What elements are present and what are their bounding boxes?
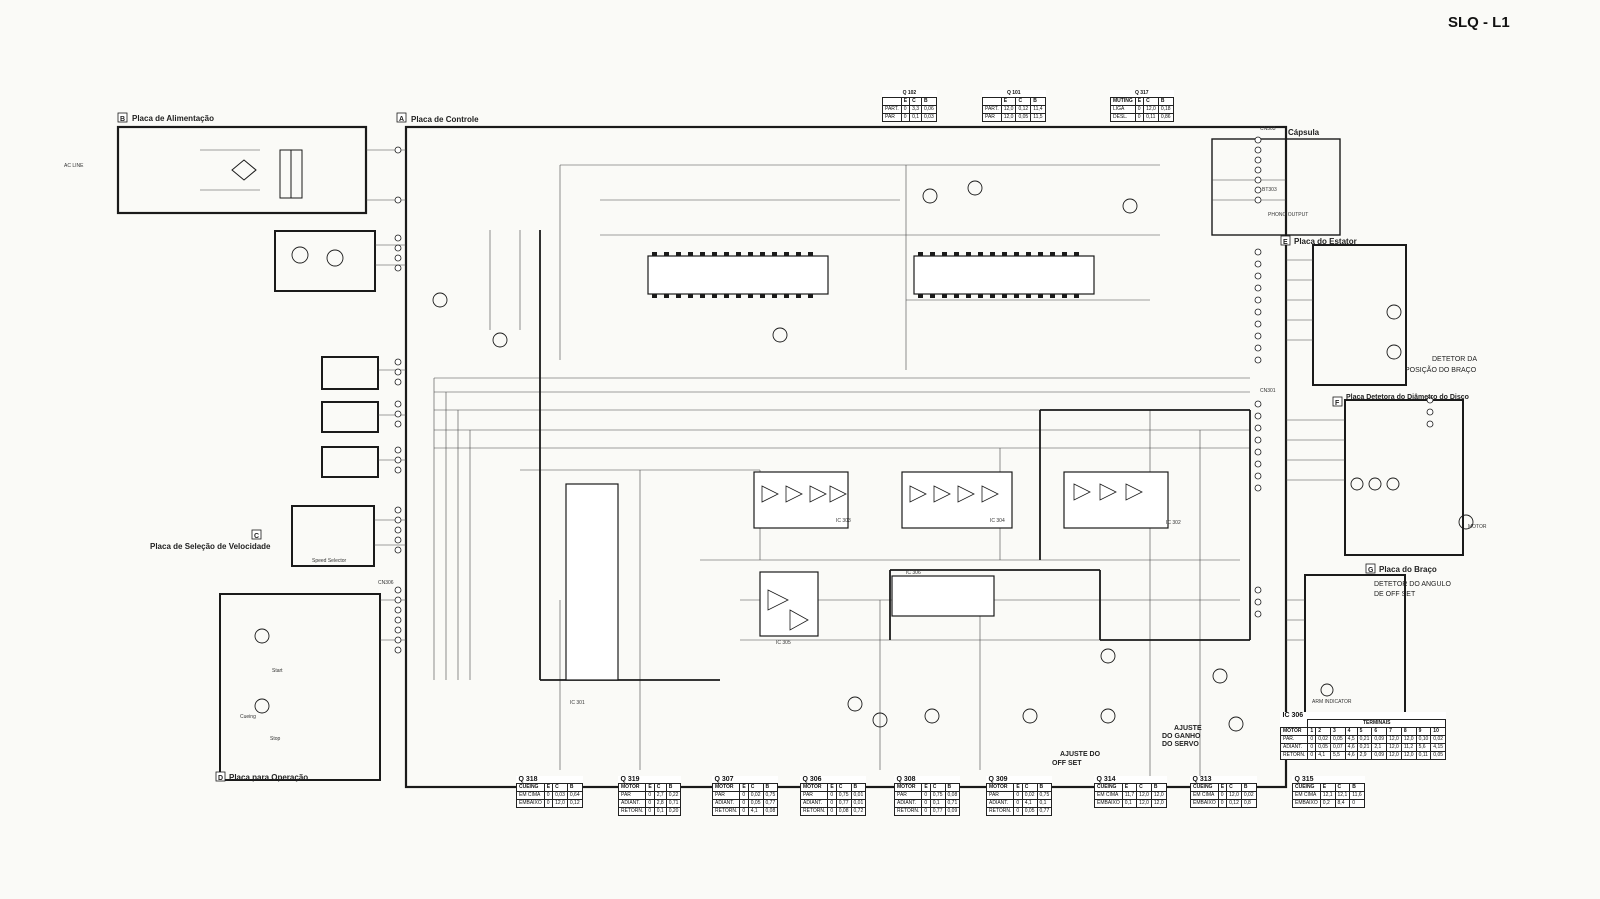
table-ic306: IC 306 TERMINAIS MOTOR 1 2 3 4 5 6 7 8 9 10 PAR. 0 0,02 0,05 4,5 0,21 0,09 12,0 12,0 0,10 0,02 ADIANT. 0 0,05 0,07 4,6 0,21 2,1 12,0 11,2 5,6 4,15 RETORN. 0 4,1 5,5 4,6 2,9 0,09 12,0 12,0 0,11 0,05 [1280,712,1446,760]
table-q307: Q 307 MOTOR E C B PAR 0 0,02 0,75 ADIANT. 0 0,05 0,77 RETORN. 0 4,1 0,08 [712,776,778,816]
board-e-name: Placa do Estator [1294,237,1357,246]
board-f-outline [1345,400,1463,555]
cueing-label: Cueing [240,714,256,720]
speed-selector-label: Speed Selector [312,558,347,564]
ic-101 [648,256,828,294]
arm-indicator-label: ARM INDICATOR [1312,699,1352,705]
start-label: Start [272,668,283,674]
bt302-board [322,402,378,432]
table-q306: Q 306 MOTOR E C B PAR 0 0,75 0,01 ADIANT. 0 0,77 0,01 RETORN. 0 0,08 0,72 [800,776,866,816]
cn301-label: CN301 [1260,388,1276,394]
board-e-outline [1313,245,1406,385]
ic-302 [1064,472,1168,528]
phono-output-label: PHONO OUTPUT [1268,212,1309,218]
board-b-outline [118,127,366,213]
board-d-name: Placa para Operação [229,773,309,782]
document-id: SLQ - L1 [1448,14,1510,31]
table-q308: Q 308 MOTOR E C B PAR 0 0,75 0,08 ADIANT. 0 0,1 0,71 RETORN. 0 0,77 0,09 [894,776,960,816]
ic303-label: IC 303 [836,518,851,524]
cn306-label: CN306 [378,580,394,586]
board-a-outline [406,127,1286,787]
q3-q5-board [275,231,375,291]
board-a-letter: A [399,116,405,123]
stop-label: Stop [270,736,281,742]
board-a-name: Placa de Controle [411,115,479,124]
table-q102: Q 102 E C B PART. 0 3,3 0,06 PAR 0 0,1 0,03 [882,90,937,122]
ic305-label: IC 305 [776,640,791,646]
table-q319: Q 319 MOTOR E C B PAR 0 2,7 0,22 ADIANT. 0 2,8 0,71 RETORN. 0 0,1 0,20 [618,776,681,816]
ac-line-label: AC LINE [64,163,84,169]
board-d-letter: D [218,775,224,782]
table-q309: Q 309 MOTOR E C B PAR 0 0,02 0,75 ADIANT. 0 4,1 0,1 RETORN. 0 0,05 0,77 [986,776,1052,816]
capsula-label: Cápsula [1288,128,1320,137]
board-f-letter: F [1335,400,1340,407]
ic301-label: IC 301 [570,700,585,706]
table-q313: Q 313 CUEING E C B EM CIMA 0 12,0 0,02 EMBAIXO 0 0,12 0,8 [1190,776,1257,808]
detetor-braco-line1: DETETOR DA [1432,356,1477,363]
ic-102 [914,256,1094,294]
board-g-name: Placa do Braço [1379,565,1437,574]
ajuste-ganho-line3: DO SERVO [1162,741,1199,748]
bt301-board [322,357,378,389]
ajuste-offset-line2: OFF SET [1052,760,1082,767]
board-b-letter: B [120,116,126,123]
detetor-braco-line2: POSIÇÃO DO BRAÇO [1405,367,1477,374]
detetor-angulo-line2: DE OFF SET [1374,591,1416,598]
ic302-label: IC 302 [1166,520,1181,526]
board-c-outline [292,506,374,566]
bt303-board [322,447,378,477]
board-c-name: Placa de Seleção de Velocidade [150,542,271,551]
bt303-label: BT303 [1262,187,1277,193]
board-f-name: Placa Detetora do Diâmetro do Disco [1346,394,1469,401]
table-q314: Q 314 CUEING E C B EM CIMA 11,7 12,0 12,0 EMBAIXO 0,1 12,0 12,0 [1094,776,1167,808]
board-d-outline [220,594,380,780]
ajuste-ganho-line1: AJUSTE [1174,725,1202,732]
table-q101: Q 101 E C B PART. 12,0 0,12 11,4 PAR 12,0 0,05 11,5 [982,90,1046,122]
board-g-letter: G [1368,567,1374,574]
table-q318: Q 318 CUEING E C B EM CIMA 0 0,03 0,64 EMBAIXO 0 12,0 0,12 [516,776,583,808]
detetor-angulo-line1: DETETOR DO ANGULO [1374,581,1451,588]
ic304-label: IC 304 [990,518,1005,524]
table-q315: Q 315 CUEING E C B EM CIMA 12,1 12,1 11,6 EMBAIXO 0,2 8,4 0 [1292,776,1365,808]
board-b-name: Placa de Alimentação [132,114,214,123]
ajuste-offset-line1: AJUSTE DO [1060,751,1101,758]
ic-301 [566,484,618,680]
motor-label: MOTOR [1468,524,1487,530]
table-q317: Q 317 MUTING E C B LIGA 0 12,0 0,18 DESL. 0 0,11 0,86 [1110,90,1174,122]
cn303-label: CN303 [1260,126,1276,132]
ic306-label: IC 306 [906,570,921,576]
ic-305 [760,572,818,636]
board-c-letter: C [254,533,260,540]
ic-306 [892,576,994,616]
board-e-letter: E [1283,239,1288,246]
ajuste-ganho-line2: DO GANHO [1162,733,1201,740]
